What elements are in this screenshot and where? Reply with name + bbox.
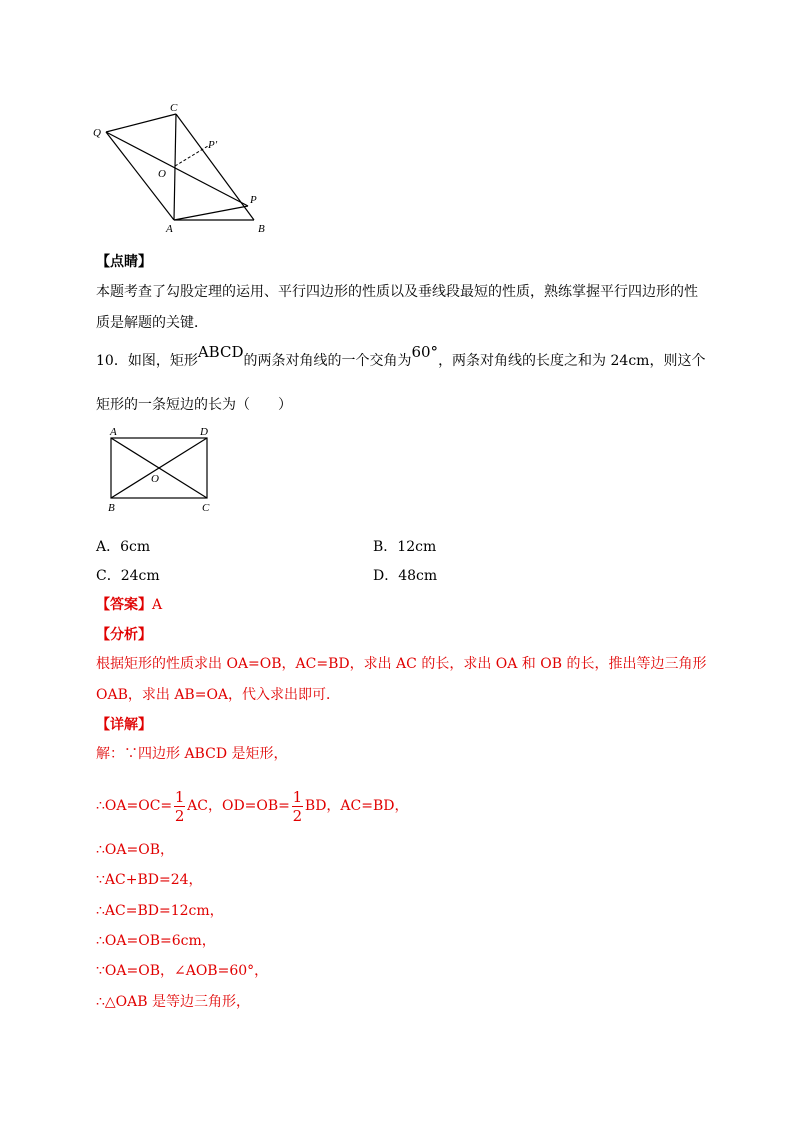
math-60deg: 60° <box>411 343 439 361</box>
label-O: O <box>158 168 166 180</box>
xiangjie-line2 <box>96 784 409 828</box>
line2-part-b: AC，OD=OB= <box>187 798 290 814</box>
math-ABCD: ABCD <box>197 343 244 361</box>
label-B: B <box>108 502 115 514</box>
xiangjie-line4: ∵AC+BD=24， <box>96 872 203 888</box>
segment-AP <box>174 206 248 220</box>
fraction-one-half-1 <box>174 789 185 824</box>
label-C: C <box>202 502 210 514</box>
dianjing-heading: 【点睛】 <box>96 254 152 270</box>
label-P-prime: P′ <box>208 139 218 151</box>
label-A: A <box>166 223 173 235</box>
question-suffix: ，两条对角线的长度之和为 24cm，则这个 <box>438 353 706 369</box>
figure-parallelogram <box>90 100 280 235</box>
question-prefix: 10．如图，矩形 <box>96 353 198 369</box>
xiangjie-line1: 解：∵四边形 ABCD 是矩形， <box>96 746 288 762</box>
fenxi-line1: 根据矩形的性质求出 OA=OB，AC=BD，求出 AC 的长，求出 OA 和 OB 的长，推出等边三角形 <box>96 656 707 672</box>
edge-QC <box>106 114 176 132</box>
answer-heading: 【答案】 <box>96 597 152 613</box>
xiangjie-line7: ∵OA=OB，∠AOB=60°， <box>96 963 269 979</box>
edge-CB <box>176 114 254 220</box>
label-B: B <box>258 223 265 235</box>
question-line1 <box>96 343 706 371</box>
question-mid: 的两条对角线的一个交角为 <box>243 353 412 369</box>
label-Q: Q <box>93 127 101 139</box>
xiangjie-line3: ∴OA=OB， <box>96 842 174 858</box>
label-P: P <box>250 194 257 206</box>
label-A: A <box>110 426 117 438</box>
line2-part-c: BD，AC=BD， <box>304 798 409 814</box>
label-O: O <box>151 473 159 485</box>
xiangjie-heading: 【详解】 <box>96 717 152 733</box>
dianjing-line2: 质是解题的关键． <box>96 315 208 331</box>
fenxi-line2: OAB，求出 AB=OA，代入求出即可． <box>96 687 341 703</box>
figure-rectangle <box>104 424 219 516</box>
label-D: D <box>200 426 208 438</box>
fenxi-heading: 【分析】 <box>96 627 152 643</box>
fraction-numerator: 1 <box>174 787 185 806</box>
option-C: C．24cm <box>96 568 160 584</box>
label-C: C <box>170 102 178 114</box>
xiangjie-line6: ∴OA=OB=6cm， <box>96 933 216 949</box>
dianjing-line1: 本题考查了勾股定理的运用、平行四边形的性质以及垂线段最短的性质，熟练掌握平行四边形的性 <box>96 284 698 300</box>
option-D: D．48cm <box>373 568 438 584</box>
question-line2: 矩形的一条短边的长为（ ） <box>96 397 292 413</box>
xiangjie-line5: ∴AC=BD=12cm， <box>96 903 224 919</box>
fraction-one-half-2 <box>292 789 303 824</box>
fraction-numerator: 1 <box>292 787 303 806</box>
dashed-OP-prime <box>175 146 208 166</box>
option-A: A．6cm <box>96 539 151 555</box>
answer-row <box>96 595 162 615</box>
line2-part-a: ∴OA=OC= <box>96 798 173 814</box>
xiangjie-line8: ∴△OAB 是等边三角形， <box>96 994 250 1010</box>
answer-value: A <box>152 597 163 613</box>
option-B: B．12cm <box>373 539 437 555</box>
fraction-denominator: 2 <box>174 806 185 825</box>
segment-QP <box>106 132 248 206</box>
fraction-denominator: 2 <box>292 806 303 825</box>
